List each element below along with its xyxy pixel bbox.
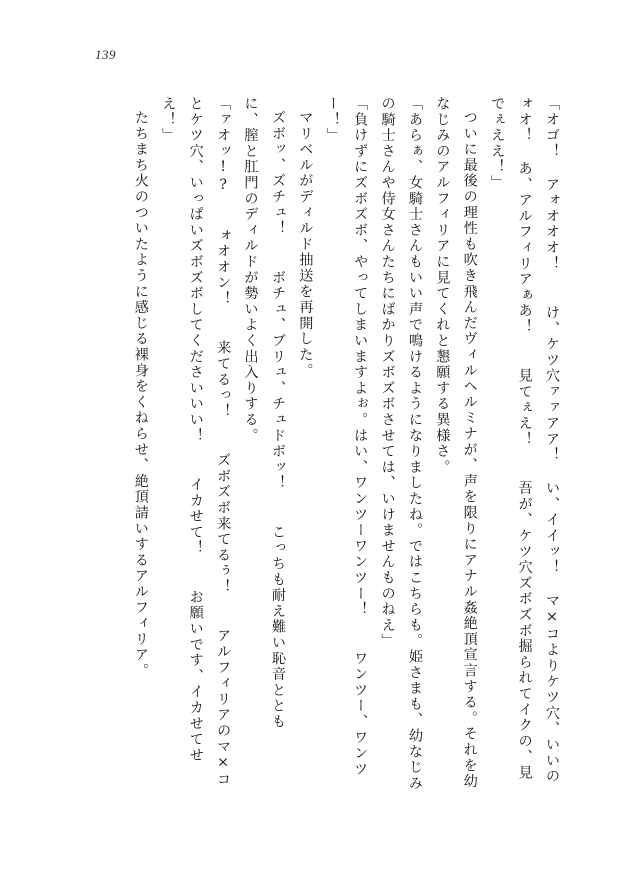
paragraph: 「ァオッ!? ォオオン！ 来てるっ！ ズボズボ来てるぅ！ アルフィリアのマ×コとケツ穴、いっぱいズボズボしてくださいいい！ イカせて！ お願いです、イカせてせえ！」: [160, 96, 232, 788]
paragraph: ついに最後の理性も吹き飛んだヴィルヘルミナが、声を限りにアナル姦絶頂宣言する。それを幼なじみのアルフィリアに見てくれと懇願する異様さ。: [434, 96, 478, 790]
paragraph: 「あらぁ、女騎士さんもいい声で鳴けるようになりましたね。ではこちらも。姫さまも、幼なじみの騎士さんや侍女さんたちにばかりズボズボさせては、いけませんものねえ」: [379, 96, 423, 792]
paragraph: 「オゴ！ アォオオオ！ け、ケツ穴ァァアア！ い、イイッ！ マ×コよりケツ穴、いいのォオ！ あ、アルフィリアぁあ！ 見てぇえ！ 吾が、ケツ穴ズボズボ掘られてイクの、見でぇええ！」: [489, 96, 560, 785]
paragraph: に、膣と肛門のディルドが勢いよく出入りする。: [242, 96, 259, 444]
body-text-block: [60, 96, 565, 796]
paragraph: マリベルがディルド抽送を再開した。: [297, 110, 314, 379]
page-number: 139: [95, 47, 116, 62]
paragraph: 「負けずにズボズボ、やってしまいますよぉ。はい、ワンツーワンツー！ ワンツー、ワンツー！」: [324, 96, 369, 778]
paragraph: たちまち火のついたように感じる裸身をくねらせ、絶頂請いするアルフィリア。: [132, 110, 149, 679]
paragraph: ズボッ、ズチュ！ ボチュ、ブリュ、チュドボッ！ こっちも耐え難い恥音ととも: [269, 110, 286, 730]
